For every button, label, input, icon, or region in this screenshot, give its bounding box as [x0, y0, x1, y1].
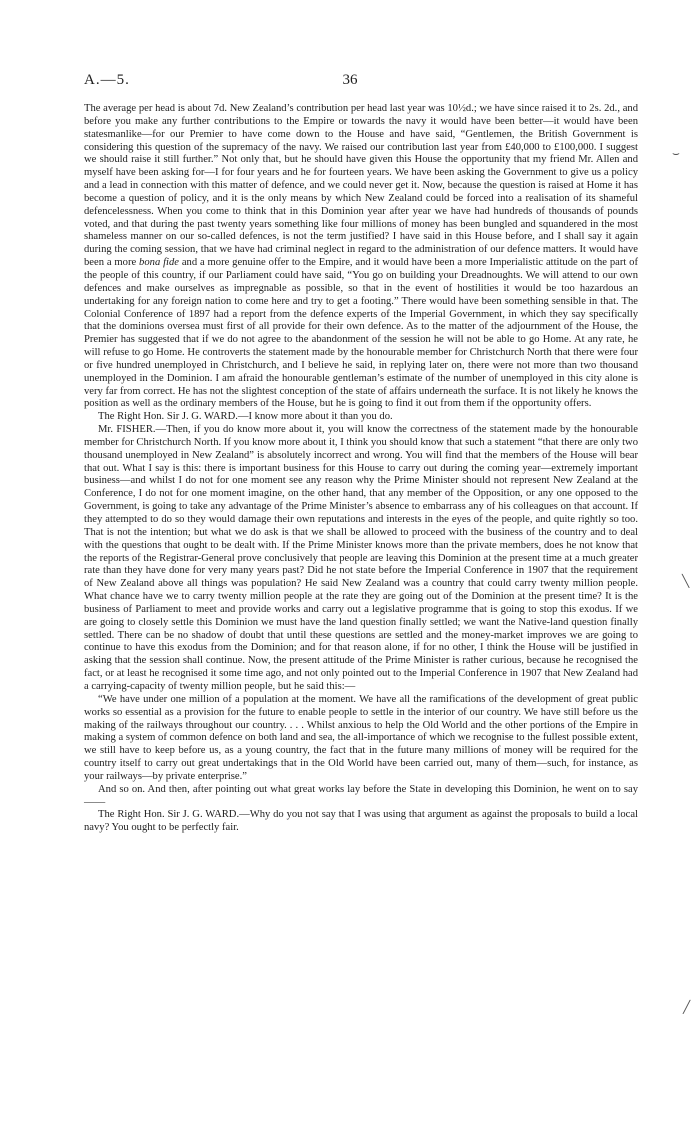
paragraph: [84, 809, 638, 835]
text-run: “We have under one million of a population at the moment. We have all the ramifications of the development of great public works so essential as a provision for the future to enable people to settle in the interior of our country. We have still before us the making of the railways throughout our country. . . . Whilst anxious to help the Old World and the other portions of the Empire in making a system of common defence on both land and sea, the all-importance of which we recognise to the fullest possible extent, we still have to keep before us, as a young country, the fact that in the future many millions of money will be required for the country itself to carry out great undertakings that in the Old World have been carried out, many of them—such, for instance, as your railways—by private enterprise.”: [84, 693, 638, 782]
text-run: And so on. And then, after pointing out what great works lay before the State in developing this Dominion, he went on to say——: [84, 783, 638, 808]
paragraph: [84, 103, 638, 411]
margin-mark-icon: ╲: [682, 574, 690, 588]
text-run: The Right Hon. Sir J. G. WARD.—I know more about it than you do.: [98, 411, 393, 423]
text-run: The average per head is about 7d. New Zealand’s contribution per head last year was 10½d.; we have since raised it to 2s. 2d., and before you make any further contributions to the Empire or towards the navy it would have been better—it would have been statesmanlike—for our Premier to have come down to the House and have said, “Gentlemen, the British Government is considering this question of the supremacy of the navy. We raised our contribution last year from £40,000 to £100,000. I suggest we should raise it still further.” Not only that, but he should have given this House the opportunity that my friend Mr. Allen and myself have been asking for—I for four years and he for fourteen years. We have been asking the Government to give us a policy and a lead in connection with this matter of defence, and we could never get it. Now, because the question is raised at Home it has become a question of policy, and it is the only means by which New Zealand could be forced into a realisation of its shameful defencelessness. When you come to think that in this Dominion year after year we have had hundreds of thousands of pounds voted, and that during the past twenty years something like four millions of money has been bungled and squandered in the most shameless manner on our so-called defences, is not the term justified? I have said in this House before, and I shall say it again during the coming session, that we have had criminal neglect in regard to the administration of our defence matters. It would have been a more: [84, 103, 638, 269]
italic-phrase: bona fide: [139, 257, 179, 269]
document-reference: A.—5.: [84, 72, 130, 88]
margin-mark-icon: ╱: [683, 1000, 691, 1014]
quoted-passage: [84, 694, 638, 784]
text-run: and a more genuine offer to the Empire, and it would have been a more Imperialistic attitude on the part of the people of this country, if our Parliament could have said, “You go on building your Dreadnoughts. We will attend to our own defences and make ourselves as impregnable as possible, so that in the event of hostilities it would be too hazardous an undertaking for any foreign nation to come here and try to get a footing.” There would have been something sensible in that. The Colonial Conference of 1897 had a report from the defence experts of the Imperial Government, in which they say specifically that the dominions oversea must first of all provide for their own defence. As to the matter of the adjournment of the House, the Premier has suggested that if we do not agree to the abandonment of the session he will not be able to go Home. At any rate, he will refuse to go Home. He controverts the statement made by the honourable member for Christchurch North that there were four or five hundred unemployed in Christchurch, and I believe he said, in replying later on, there were not more than two thousand unemployed in the Dominion. I am afraid the honourable gentleman’s estimate of the number of unemployed in this city alone is very far from correct. He has not the slightest conception of the state of affairs underneath the surface. It is not likely he knows the position as well as the ordinary members of the House, but he is going to find it out from them if the opportunity offers.: [84, 257, 638, 410]
page-header: [84, 72, 616, 92]
paragraph: [84, 411, 638, 424]
text-run: The Right Hon. Sir J. G. WARD.—Why do you not say that I was using that argument as against the proposals to build a local navy? You ought to be perfectly fair.: [84, 809, 638, 834]
paragraph: [84, 784, 638, 810]
text-run: Mr. FISHER.—Then, if you do know more about it, you will know the correctness of the statement made by the honourable member for Christchurch North. If you know more about it, I think you should know that such a statement “that there are only two thousand unemployed in New Zealand” is absolutely incorrect and wrong. You will find that the members of the House will bear that out. What I say is this: there is important business for this House to carry out during the coming year—extremely important business—and whilst I do not for one moment see any reason why the Prime Minister should not represent New Zealand at the Conference, I do not for one moment imagine, on the other hand, that any member of the Opposition, or any one opposed to the Government, is going to take any advantage of the Prime Minister’s absence to embarrass any of his colleagues on that account. If they attempted to do so they would damage their own reputations and interests in the eyes of the people, and quite rightly so too. That is not the intention; but what we do ask is that we shall be allowed to proceed with the business of the country and to deal with the questions that ought to be dealt with. If the Prime Minister knows more than the private members, does he not know that the reports of the Registrar-General prove conclusively that people are leaving this Dominion at the present time at a much greater rate than they have done for very many years past? Did he not state before the Imperial Conference in 1907 that the requirement of New Zealand above all things was population? He said New Zealand was a country that could carry twenty million people. What chance have we to carry twenty million people at the rate they are going out of the Dominion at the present time? It is the business of Parliament to meet and provide works and carry out a legislative programme that is going to stop this exodus. If we are going to closely settle this Dominion we must have the land question finally settled; we want the Native-land question finally settled. There can be no shadow of doubt that until these questions are settled and the money-market improves we are going to continue to have this exodus from the Dominion; and for that reason alone, if for no other, I think the House will be justified in asking that the session shall continue. Now, the present attitude of the Prime Minister is rather curious, because he recognised the fact, or at least he recognised it some time ago, and not only pointed out to the Imperial Conference in 1907 that New Zealand had a carrying-capacity of twenty million people, but he said this:—: [84, 424, 638, 692]
body-text: [84, 103, 638, 835]
margin-mark-icon: ⌣: [672, 146, 680, 160]
paragraph: [84, 424, 638, 694]
page-number: 36: [342, 72, 358, 88]
